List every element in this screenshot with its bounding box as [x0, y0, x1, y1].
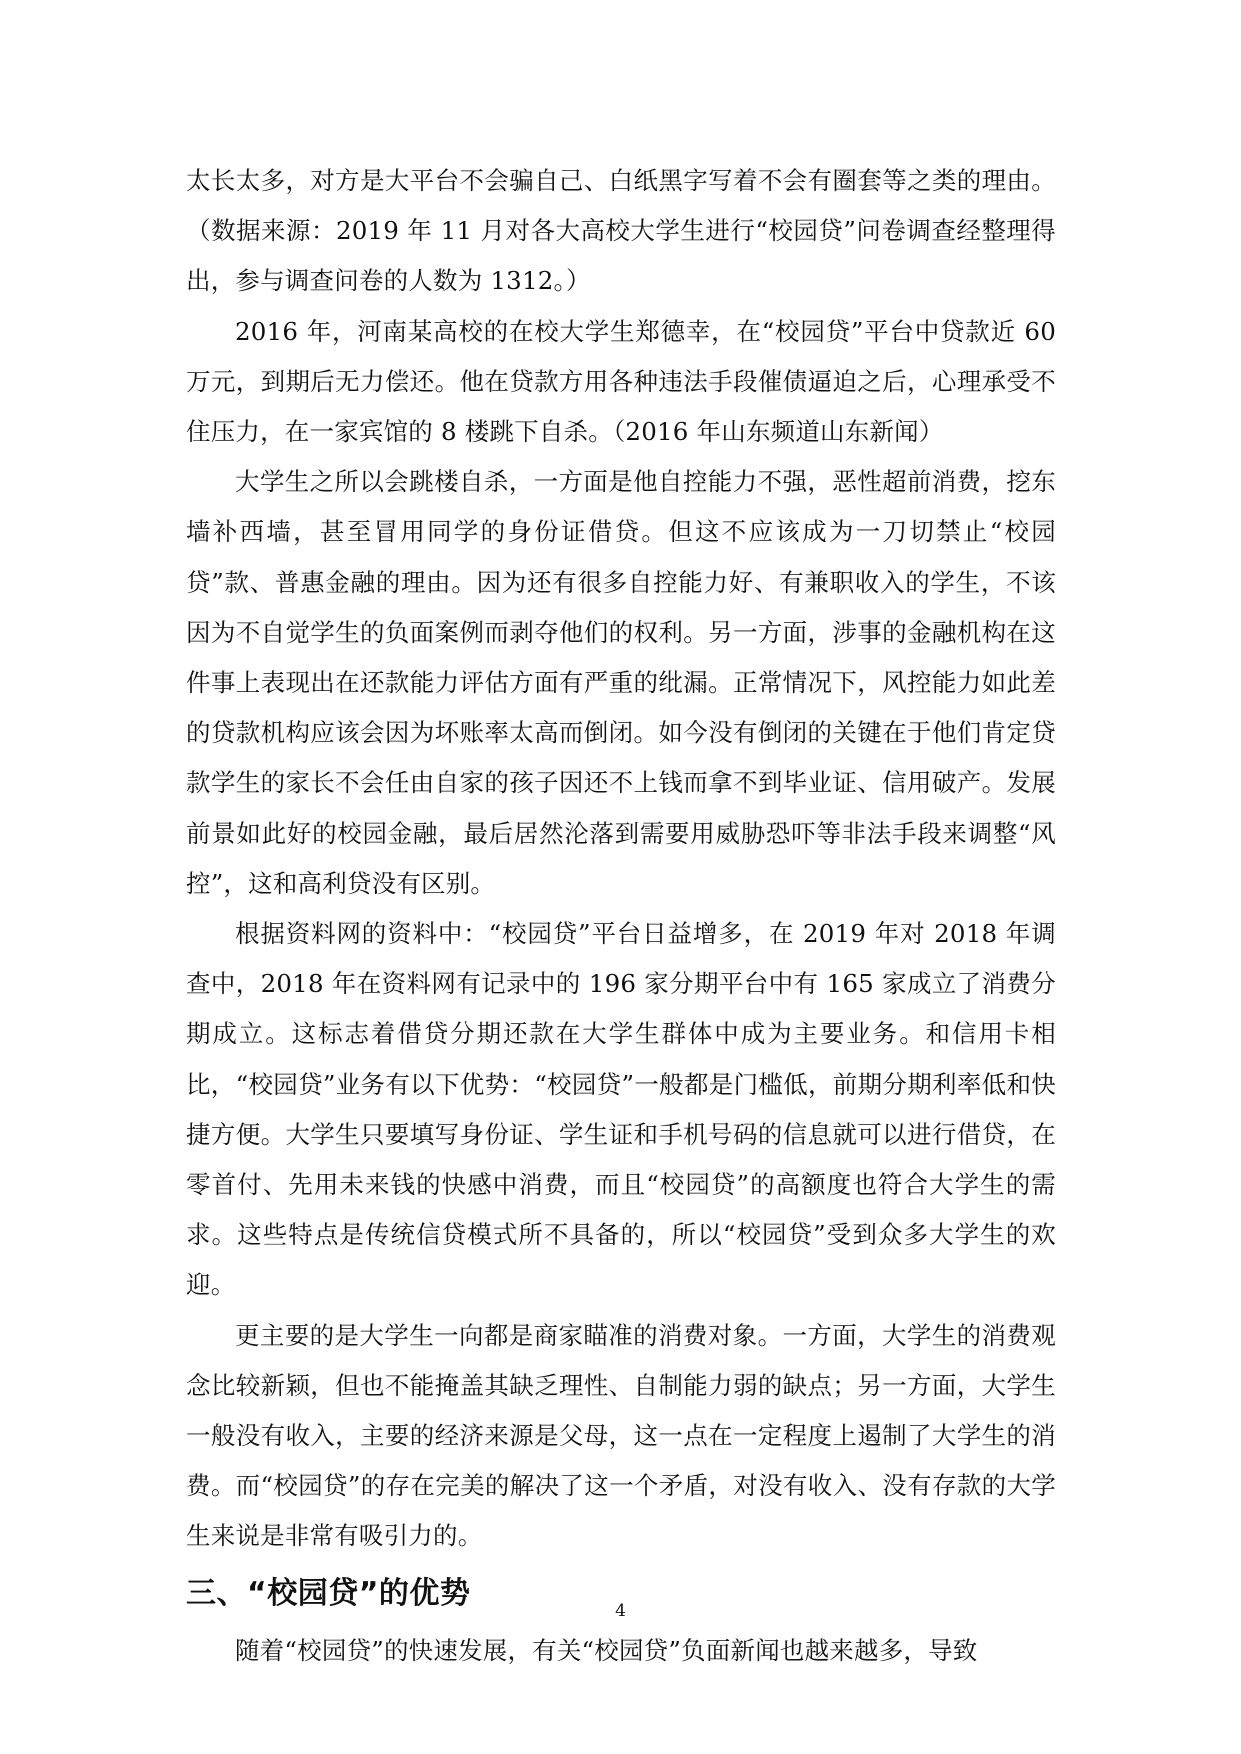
section-heading: 三、“校园贷”的优势: [186, 1575, 471, 1611]
page-number: 4: [615, 1601, 626, 1621]
body-text: [186, 156, 1056, 1676]
paragraph-continued: 太长太多，对方是大平台不会骗自己、白纸黑字写着不会有圈套等之类的理由。（数据来源：2019 年 11 月对各大高校大学生进行“校园贷”问卷调查经整理得出，参与调查问卷的人数为 1312。）: [186, 166, 1056, 296]
paragraph-section-start: 随着“校园贷”的快速发展，有关“校园贷”负面新闻也越来越多，导致: [235, 1635, 978, 1665]
paragraph-consumer-target: 更主要的是大学生一向都是商家瞄准的消费对象。一方面，大学生的消费观念比较新颖，但也不能掩盖其缺乏理性、自制能力弱的缺点；另一方面，大学生一般没有收入，主要的经济来源是父母，这一点在一定程度上遏制了大学生的消费。而“校园贷”的存在完美的解决了这一个矛盾，对没有收入、没有存款的大学生来说是非常有吸引力的。: [186, 1320, 1056, 1551]
paragraph-platform-statistics: 根据资料网的资料中：“校园贷”平台日益增多，在 2019 年对 2018 年调查中，2018 年在资料网有记录中的 196 家分期平台中有 165 家成立了消费分期成立。这标志着借贷分期还款在大学生群体中成为主要业务。和信用卡相比，“校园贷”业务有以下优势：“校园贷”一般都是门槛低，前期分期利率低和快捷方便。大学生只要填写身份证、学生证和手机号码的信息就可以进行借贷，在零首付、先用未来钱的快感中消费，而且“校园贷”的高额度也符合大学生的需求。这些特点是传统信贷模式所不具备的，所以“校园贷”受到众多大学生的欢迎。: [186, 919, 1056, 1300]
paragraph-suicide-analysis: 大学生之所以会跳楼自杀，一方面是他自控能力不强，恶性超前消费，挖东墙补西墙，甚至冒用同学的身份证借贷。但这不应该成为一刀切禁止“校园贷”款、普惠金融的理由。因为还有很多自控能力好、有兼职收入的学生，不该因为不自觉学生的负面案例而剥夺他们的权利。另一方面，涉事的金融机构在这件事上表现出在还款能力评估方面有严重的纰漏。正常情况下，风控能力如此差的贷款机构应该会因为坏账率太高而倒闭。如今没有倒闭的关键在于他们肯定贷款学生的家长不会任由自家的孩子因还不上钱而拿不到毕业证、信用破产。发展前景如此好的校园金融，最后居然沦落到需要用威胁恐吓等非法手段来调整“风控”，这和高利贷没有区别。: [186, 467, 1056, 898]
paragraph-zheng-case: 2016 年，河南某高校的在校大学生郑德幸，在“校园贷”平台中贷款近 60 万元，到期后无力偿还。他在贷款方用各种违法手段催债逼迫之后，心理承受不住压力，在一家宾馆的 8 楼跳下自杀。（2016 年山东频道山东新闻）: [186, 316, 1056, 447]
